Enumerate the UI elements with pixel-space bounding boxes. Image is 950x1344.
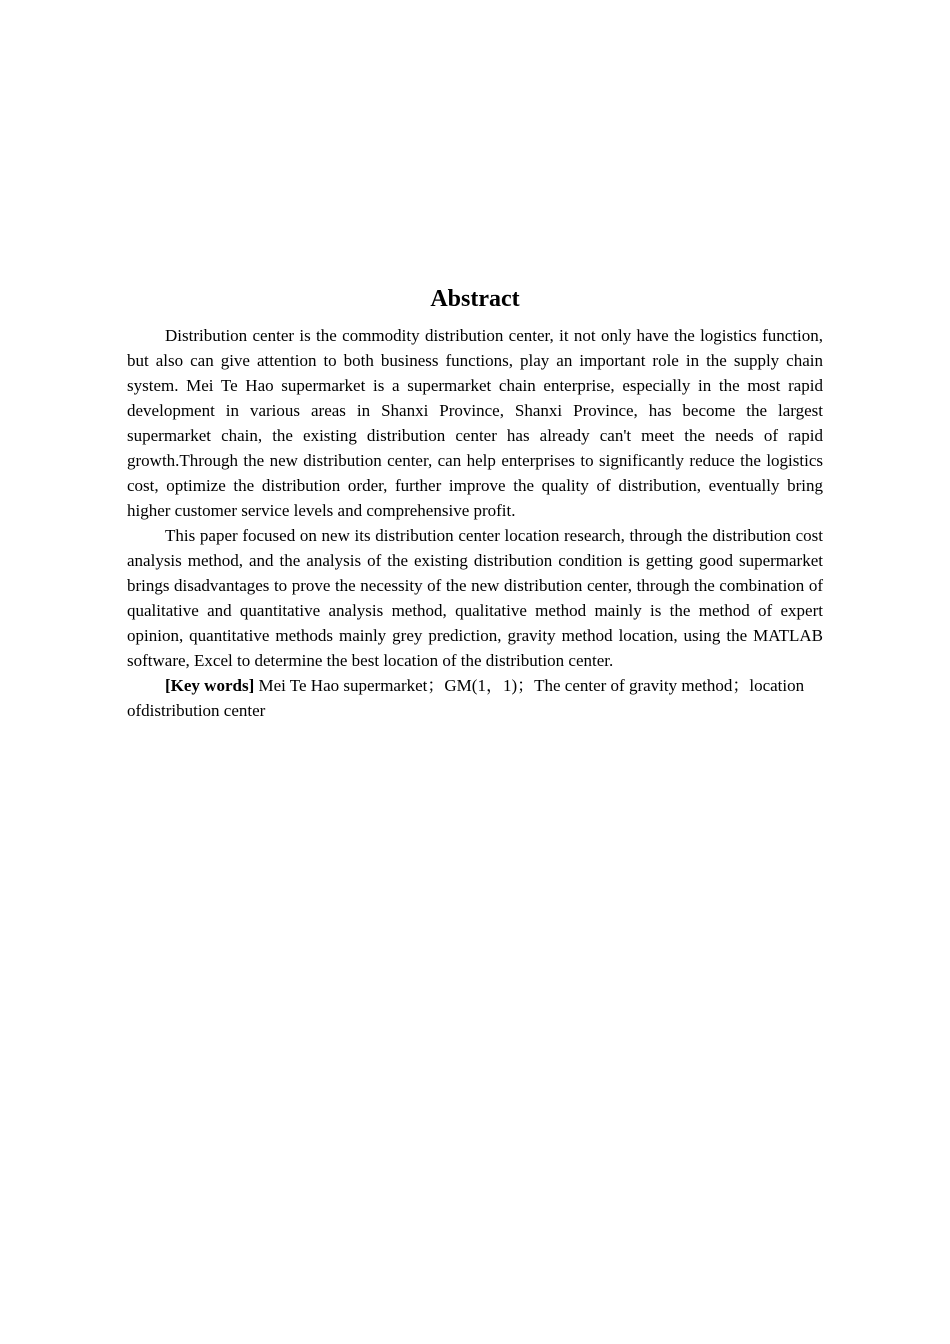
abstract-title: Abstract [430, 286, 520, 312]
keywords-line [127, 673, 823, 723]
abstract-section [127, 283, 823, 723]
abstract-paragraph-1: Distribution center is the commodity distribution center, it not only have the logistics function, but also can give attention to both business functions, play an important role in the supply chain system. Mei Te Hao supermarket is a supermarket chain enterprise, especially in the most rapid development in various areas in Shanxi Province, Shanxi Province, has become the largest supermarket chain, the existing distribution center has already can't meet the needs of rapid growth.Through the new distribution center, can help enterprises to significantly reduce the logistics cost, optimize the distribution order, further improve the quality of distribution, eventually bring higher customer service levels and comprehensive profit. [127, 326, 823, 520]
keywords-label: [Key words] [165, 676, 255, 695]
keywords-text: Mei Te Hao supermarket；GM(1，1)；The center of gravity method；location ofdistribution center [127, 676, 805, 720]
abstract-paragraph-2: This paper focused on new its distribution center location research, through the distribution cost analysis method, and the analysis of the existing distribution condition is getting good supermarket brings disadvantages to prove the necessity of the new distribution center, through the combination of qualitative and quantitative analysis method, qualitative method mainly is the method of expert opinion, quantitative methods mainly grey prediction, gravity method location, using the MATLAB software, Excel to determine the best location of the distribution center. [127, 526, 823, 670]
